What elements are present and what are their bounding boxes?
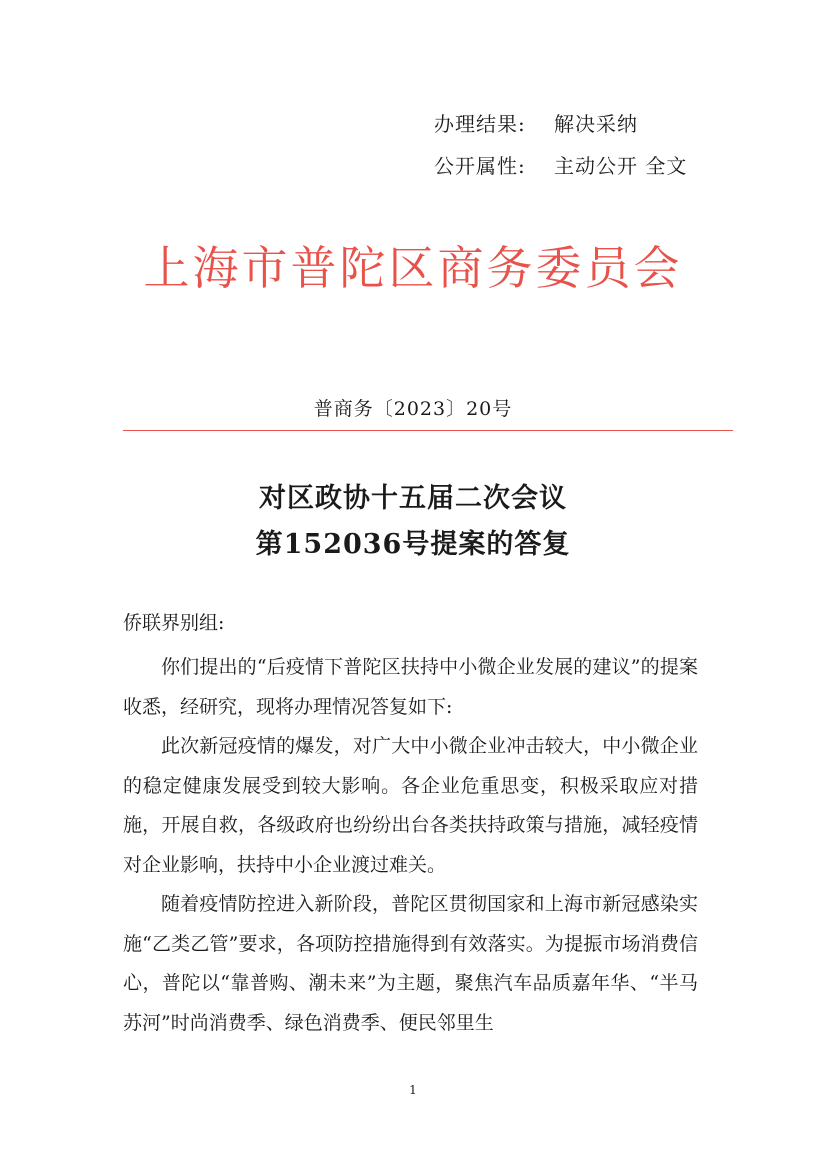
- disclosure-attribute: [434, 150, 687, 179]
- body-text: [123, 648, 698, 1043]
- handling-result-value: 解决采纳: [554, 112, 638, 136]
- document-number: 普商务〔2023〕20号: [313, 398, 513, 420]
- disclosure-value: 主动公开 全文: [554, 154, 688, 178]
- handling-result-label: 办理结果:: [434, 112, 526, 136]
- disclosure-label: 公开属性:: [434, 154, 526, 178]
- paragraph: 随着疫情防控进入新阶段，普陀区贯彻国家和上海市新冠感染实施“乙类乙管”要求，各项防控措施得到有效落实。为提振市场消费信心，普陀以“靠普购、潮未来”为主题，聚焦汽车品质嘉年华、“半马苏河”时尚消费季、绿色消费季、便民邻里生: [123, 893, 698, 1034]
- document-title-line2: 第152036号提案的答复: [255, 529, 571, 560]
- document-title-line1: 对区政协十五届二次会议: [259, 483, 567, 514]
- issuer-heading: 上海市普陀区商务委员会: [143, 241, 683, 295]
- salutation: 侨联界别组:: [123, 612, 225, 634]
- paragraph: 此次新冠疫情的爆发，对广大中小微企业冲击较大，中小微企业的稳定健康发展受到较大影响。各企业危重思变，积极采取应对措施，开展自救，各级政府也纷纷出台各类扶持政策与措施，减轻疫情对企业影响，扶持中小企业渡过难关。: [123, 735, 698, 876]
- red-divider-line: [123, 430, 733, 431]
- page-number: 1: [409, 1083, 417, 1097]
- handling-result: [434, 108, 638, 137]
- paragraph: 你们提出的“后疫情下普陀区扶持中小微企业发展的建议”的提案收悉，经研究，现将办理情况答复如下:: [123, 656, 698, 718]
